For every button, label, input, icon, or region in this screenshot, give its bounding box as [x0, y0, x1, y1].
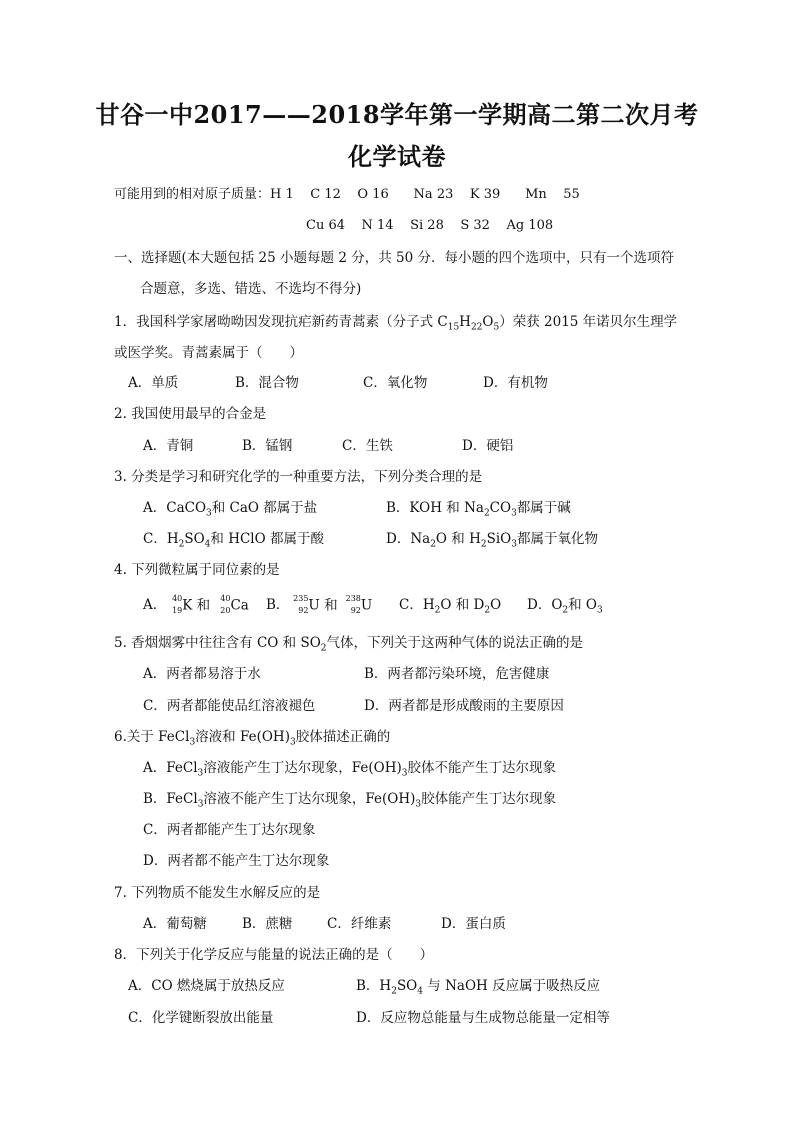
q4-d-sub2: 3 — [597, 605, 603, 616]
q8-b-text1: B．H — [356, 978, 392, 994]
q4-a-mass2: 40 — [220, 593, 231, 603]
atomic-masses-values1: H 1 C 12 O 16 Na 23 K 39 Mn 55 — [270, 187, 580, 202]
q1-option-a: A．单质 — [128, 375, 179, 391]
q4-a-isotope1-notation — [166, 593, 183, 615]
q3-b-text1: B．KOH 和 Na — [386, 500, 484, 516]
q4-a-element2: Ca — [230, 597, 249, 614]
q6-option-d: D．两者都不能产生丁达尔现象 — [143, 853, 330, 869]
q3-option-b — [386, 499, 571, 517]
q8-b-sub2: 4 — [417, 986, 423, 997]
question-3-stem: 3. 分类是学习和研究化学的一种重要方法，下列分类合理的是 — [114, 469, 483, 485]
q8-b-text2: SO — [396, 978, 418, 994]
q6-b-text3: 胶体能产生丁达尔现象 — [421, 791, 557, 807]
q3-d-text3: SiO — [486, 531, 512, 547]
q5-text1: 5. 香烟烟雾中往往含有 CO 和 SO — [114, 635, 321, 651]
q8-b-sub1: 2 — [391, 986, 397, 997]
q2-option-c: C．生铁 — [342, 438, 393, 454]
q6-b-text1: B．FeCl — [143, 791, 198, 807]
q4-a-atomic1: 19 — [172, 605, 183, 615]
q6-a-text2: 溶液能产生丁达尔现象，Fe(OH) — [203, 760, 402, 776]
q6-text1: 6.关于 FeCl — [114, 729, 190, 745]
q4-c-text1: C．H — [399, 597, 435, 613]
q4-b-mass1: 235 — [293, 593, 309, 603]
q6-b-sub2: 3 — [415, 799, 422, 810]
q3-a-text2: 和 CaO 都属于盐 — [211, 500, 318, 516]
q6-sub2: 3 — [289, 737, 296, 748]
q3-d-sub3: 3 — [511, 539, 517, 550]
q4-a-isotope2-notation — [214, 593, 231, 615]
question-7-stem: 7. 下列物质不能发生水解反应的是 — [114, 885, 321, 901]
q4-b-atomic2: 92 — [350, 605, 361, 615]
q1-c-sub: 15 — [447, 322, 460, 333]
q3-a-text1: A．CaCO — [143, 500, 207, 516]
q6-a-sub1: 3 — [197, 768, 204, 779]
q1-h-sub: 22 — [470, 322, 483, 333]
q4-b-and: 和 — [319, 597, 342, 614]
q3-b-sub1: 2 — [483, 508, 490, 519]
q4-b-isotope1-notation — [289, 593, 309, 615]
q5-option-d: D．两者都是形成酸雨的主要原因 — [364, 698, 564, 714]
q3-c-text1: C．H — [143, 531, 179, 547]
q4-option-b — [266, 593, 373, 615]
atomic-masses-row2: Cu 64 N 14 Si 28 S 32 Ag 108 — [306, 218, 554, 233]
q3-a-sub: 3 — [206, 508, 212, 519]
q3-option-d — [386, 530, 598, 548]
q1-option-d: D．有机物 — [483, 375, 548, 391]
atomic-masses-row1 — [114, 186, 580, 204]
exam-title: 甘谷一中2017——2018学年第一学期高二第二次月考 — [95, 100, 699, 129]
q4-d-sub1: 2 — [562, 605, 569, 616]
q5-text2: 气体，下列关于这两种气体的说法正确的是 — [326, 635, 583, 651]
q1-h: H — [459, 314, 471, 330]
q3-d-text2: O 和 H — [435, 531, 481, 547]
q4-b-isotope2-notation — [342, 593, 361, 615]
exam-subtitle: 化学试卷 — [348, 142, 446, 171]
q8-option-d: D．反应物总能量与生成物总能量一定相等 — [356, 1010, 610, 1026]
q4-b-mass2: 238 — [345, 593, 361, 603]
q6-option-a — [143, 759, 556, 777]
q5-sub: 2 — [320, 643, 327, 654]
q4-d-text2: 和 O — [568, 597, 597, 613]
q3-b-sub2: 3 — [511, 508, 517, 519]
question-1-stem — [114, 313, 677, 331]
q4-c-sub1: 2 — [434, 605, 441, 616]
q4-option-a — [143, 593, 249, 615]
q4-c-text3: O — [490, 597, 502, 613]
q4-c-text2: O 和 D — [440, 597, 485, 613]
q3-b-text3: 都属于碱 — [516, 500, 571, 516]
q4-option-d — [527, 596, 603, 614]
q7-option-a: A．葡萄糖 — [143, 916, 207, 932]
q6-a-text3: 胶体不能产生丁达尔现象 — [407, 760, 556, 776]
q3-option-c — [143, 530, 324, 548]
q6-b-sub1: 3 — [197, 799, 204, 810]
q5-option-c: C．两者都能使品红溶液褪色 — [143, 698, 316, 714]
q7-option-b: B．蔗糖 — [242, 916, 293, 932]
q3-c-sub2: 4 — [204, 539, 211, 550]
q8-option-a: A．CO 燃烧属于放热反应 — [128, 978, 285, 994]
q5-option-b: B．两者都污染环境，危害健康 — [364, 666, 550, 682]
q4-a-label: A． — [143, 597, 167, 613]
q3-d-text4: 都属于氧化物 — [516, 531, 598, 547]
q1-o: O — [482, 314, 494, 330]
q4-b-element2: U — [360, 597, 373, 614]
q5-option-a: A．两者都易溶于水 — [143, 666, 261, 682]
question-4-stem: 4. 下列微粒属于同位素的是 — [114, 562, 280, 578]
q8-option-c: C．化学键断裂放出能量 — [128, 1010, 274, 1026]
q6-option-c: C．两者都能产生丁达尔现象 — [143, 822, 316, 838]
q8-option-b — [356, 977, 600, 995]
question-1-stem-line2: 或医学奖。青蒿素属于（ ） — [114, 345, 303, 361]
q4-c-sub2: 2 — [484, 605, 491, 616]
question-6-stem — [114, 728, 390, 746]
q4-a-and: 和 — [192, 597, 215, 614]
q4-a-element1: K — [182, 597, 193, 614]
q7-option-c: C．纤维素 — [327, 916, 392, 932]
q7-option-d: D．蛋白质 — [441, 916, 506, 932]
q2-option-b: B．锰钢 — [242, 438, 293, 454]
q3-option-a — [143, 499, 317, 517]
question-2-stem: 2. 我国使用最早的合金是 — [114, 406, 267, 422]
q3-c-text2: SO — [184, 531, 205, 547]
q2-option-a: A．青铜 — [143, 438, 194, 454]
q4-option-c — [399, 596, 501, 614]
q8-b-text3: 与 NaOH 反应属于吸热反应 — [423, 978, 601, 994]
q3-d-sub1: 2 — [430, 539, 436, 550]
q6-sub1: 3 — [189, 737, 196, 748]
q3-c-sub1: 2 — [178, 539, 185, 550]
question-5-stem — [114, 634, 583, 652]
q6-option-b — [143, 790, 556, 808]
q6-text2: 溶液和 Fe(OH) — [195, 729, 290, 745]
q4-d-text1: D．O — [527, 597, 563, 613]
q6-b-text2: 溶液不能产生丁达尔现象，Fe(OH) — [203, 791, 416, 807]
atomic-masses-label: 可能用到的相对原子质量： — [114, 187, 271, 202]
q4-a-mass1: 40 — [172, 593, 183, 603]
q1-text-a: 1．我国科学家屠呦呦因发现抗疟新药青蒿素（分子式 C — [114, 314, 448, 330]
q1-option-c: C．氧化物 — [363, 375, 428, 391]
q1-o-sub: 5 — [493, 322, 500, 333]
q6-text3: 胶体描述正确的 — [295, 729, 391, 745]
q4-b-element1: U — [308, 597, 320, 614]
q3-b-text2: CO — [489, 500, 512, 516]
question-8-stem: 8．下列关于化学反应与能量的说法正确的是（ ） — [114, 947, 434, 963]
q1-option-b: B．混合物 — [235, 375, 299, 391]
q3-c-text3: 和 HClO 都属于酸 — [210, 531, 324, 547]
section-instruction-line2: 合题意，多选、错选、不选均不得分) — [140, 281, 362, 297]
q4-b-label: B． — [266, 597, 290, 613]
q6-a-text1: A．FeCl — [143, 760, 198, 776]
q4-a-atomic2: 20 — [220, 605, 231, 615]
q3-d-sub2: 2 — [480, 539, 487, 550]
q4-b-atomic1: 92 — [298, 605, 309, 615]
section-instruction-line1: 一、选择题(本大题包括 25 小题每题 2 分，共 50 分．每小题的四个选项中，只有一个选项符 — [114, 250, 674, 266]
q6-a-sub2: 3 — [401, 768, 408, 779]
q2-option-d: D．硬铝 — [462, 438, 514, 454]
q3-d-text1: D．Na — [386, 531, 431, 547]
q1-text-b: ）荣获 2015 年诺贝尔生理学 — [499, 314, 678, 330]
